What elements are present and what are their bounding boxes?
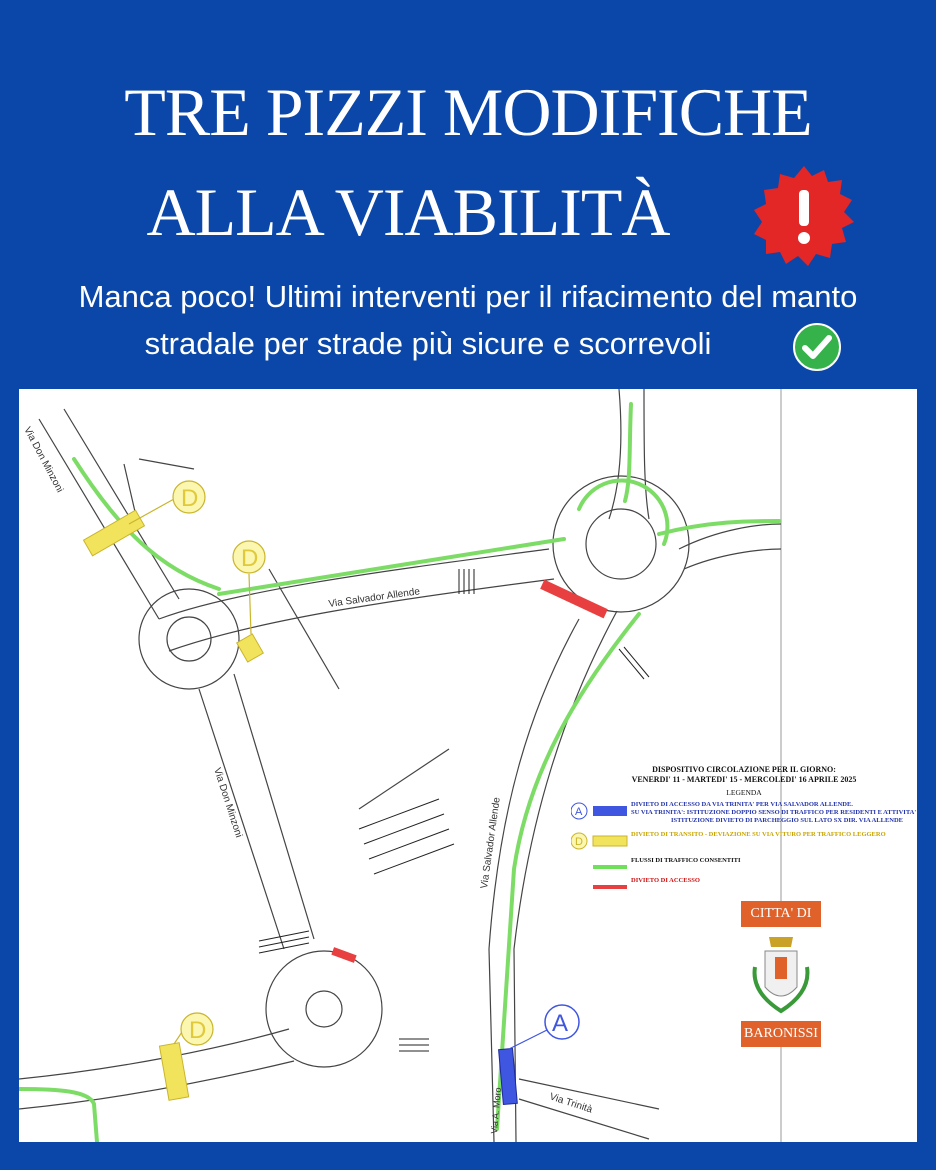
crest-emblem: [741, 927, 821, 1021]
no-transit-zones: [84, 510, 264, 1100]
d-marker-1: D: [181, 485, 199, 512]
page-title-line1: TRE PIZZI MODIFICHE: [124, 74, 812, 150]
road-label-salvador-allende-top: Via Salvador Allende: [327, 586, 421, 610]
legend-red-symbol: [571, 877, 629, 897]
road-label-don-minzoni-mid: Via Don Minzoni: [211, 766, 245, 840]
subtitle-line1: Manca poco! Ultimi interventi per il rifacimento del manto: [78, 279, 858, 314]
no-access-bars: [331, 580, 607, 963]
coat-of-arms-icon: [741, 927, 821, 1021]
svg-text:A: A: [575, 806, 583, 819]
road-label-trinita: Via Trinità: [548, 1091, 594, 1116]
check-icon: [792, 322, 842, 372]
legend-item-green: [571, 857, 917, 873]
legend-a-symbol: [571, 801, 629, 821]
legend-a-line3: ISTITUZIONE DIVIETO DI PARCHEGGIO SUL LATO SX DIR. VIA ALLENDE: [671, 816, 904, 824]
legend-heading: LEGENDA: [726, 788, 762, 798]
d-marker-2: D: [241, 545, 259, 572]
traffic-map: [19, 389, 917, 1142]
svg-text:D: D: [575, 836, 583, 849]
alert-icon: [752, 164, 856, 268]
legend-green-text: FLUSSI DI TRAFFICO CONSENTITI: [631, 857, 741, 865]
legend-d-text: DIVIETO DI TRANSITO - DEVIAZIONE SU VIA VITURO PER TRAFFICO LEGGERO: [631, 831, 886, 839]
legend-title-line1: DISPOSITIVO CIRCOLAZIONE PER IL GIORNO:: [652, 765, 836, 774]
legend-item-red: [571, 877, 917, 893]
legend-a-line2: SU VIA TRINITA': ISTITUZIONE DOPPIO SENSO DI TRAFFICO PER RESIDENTI E ATTIVITA': [631, 808, 917, 816]
city-crest: [741, 901, 821, 1047]
legend-a-line1: DIVIETO DI ACCESSO DA VIA TRINITA' PER VIA SALVADOR ALLENDE.: [631, 801, 853, 809]
road-label-don-minzoni-top: Via Don Minzoni: [21, 425, 66, 495]
page-title-line2: ALLA VIABILITÀ: [146, 174, 670, 250]
crest-top-band: CITTA' DI: [741, 901, 821, 927]
road-label-moro: Via A. Moro: [489, 1087, 504, 1135]
road-label-salvador-allende-side: Via Salvador Allende: [479, 796, 503, 890]
a-marker-letter: A: [552, 1010, 569, 1037]
legend-green-symbol: [571, 857, 629, 877]
legend-item-d: [571, 831, 917, 853]
legend-d-symbol: [571, 831, 629, 851]
map-legend: [571, 765, 917, 893]
legend-title-line2: VENERDI' 11 - MARTEDI' 15 - MERCOLEDI' 16 APRILE 2025: [631, 774, 857, 784]
legend-item-a: [571, 801, 917, 827]
crest-bottom-band: BARONISSI: [741, 1021, 821, 1047]
subtitle-line2: stradale per strade più sicure e scorrevoli: [144, 326, 712, 361]
d-marker-3: D: [189, 1017, 207, 1044]
legend-red-text: DIVIETO DI ACCESSO: [631, 877, 700, 885]
